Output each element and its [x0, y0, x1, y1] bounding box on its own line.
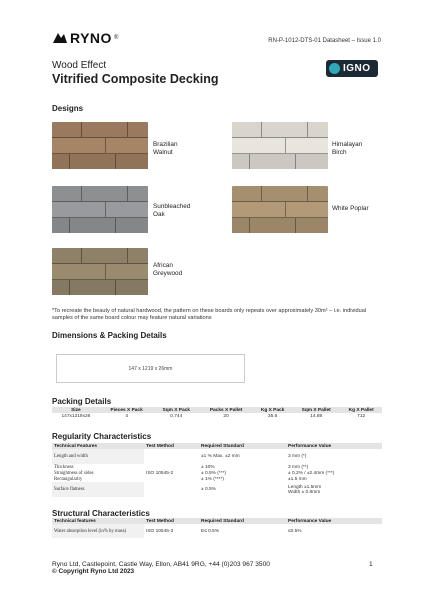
swatch-label: African Greywood: [153, 262, 183, 277]
column-header: Kg X Pallet: [340, 407, 382, 413]
decking-board: [232, 218, 328, 234]
column-header: Required Standard: [199, 518, 286, 524]
regularity-heading: Regularity Characteristics: [52, 432, 152, 441]
swatch-white-poplar: [232, 186, 328, 234]
column-header: Pieces X Pack: [100, 407, 154, 413]
brand-registered-mark: ®: [113, 35, 119, 41]
pattern-note: *To recreate the beauty of natural hardwood, the pattern on these boards only repeats over approximately 30m² – i.e. individual samples of the same board colour may feature natural variations: [52, 308, 367, 321]
decking-board: [52, 202, 148, 218]
designs-heading: Designs: [52, 104, 84, 113]
igno-badge-text: IGNO: [343, 63, 371, 74]
packing-heading: Packing Details: [52, 397, 112, 406]
column-header: Test Method: [144, 518, 199, 524]
igno-badge: [326, 60, 378, 77]
table-cell: 14.88: [310, 413, 323, 419]
column-header: Performance Value: [286, 443, 382, 449]
igno-flame-icon: [329, 63, 340, 74]
decking-board: [52, 154, 148, 170]
standard-cell: E≤ 0.5%: [201, 528, 220, 534]
regularity-table: [52, 443, 382, 497]
ryno-horn-icon: [52, 32, 68, 44]
decking-board: [52, 122, 148, 138]
decking-board: [232, 138, 328, 154]
column-header: Sqm X Pallet: [292, 407, 340, 413]
footer-address: Ryno Ltd, Castlepoint, Castle Way, Ellon, AB41 9RG, +44 (0)203 967 3500: [52, 561, 270, 568]
decking-board: [232, 202, 328, 218]
swatch-label: Sunbleached Oak: [153, 203, 191, 218]
feature-cell: Rectangularity: [54, 476, 83, 482]
table-cell: 712: [357, 413, 366, 419]
swatch-african-greywood: [52, 248, 148, 296]
method-cell: ISO 10545-2: [146, 470, 174, 476]
brand-logo: [52, 30, 118, 46]
value-cell: ± 0.2% / ±2.4mm (***): [288, 470, 335, 476]
feature-cell: Length and width: [52, 449, 144, 464]
decking-board: [52, 218, 148, 234]
page-number: 1: [369, 561, 373, 568]
table-cell: 147x1219x26: [61, 413, 91, 419]
column-header: Size: [52, 407, 100, 413]
column-header: Test Method: [144, 443, 199, 449]
table-cell: 4: [125, 413, 128, 419]
standard-cell: ± 10%: [201, 464, 215, 470]
decking-board: [52, 138, 148, 154]
standard-cell: ±1 % Max. ±2 mm: [201, 454, 240, 459]
table-cell: 35.6: [267, 413, 278, 419]
page-title: Vitrified Composite Decking: [52, 72, 219, 86]
table-cell: 20: [223, 413, 229, 419]
column-header: Technical Features: [52, 443, 144, 449]
value-cell: ±1.5 mm: [288, 476, 307, 482]
decking-board: [52, 264, 148, 280]
decking-board: [52, 280, 148, 296]
feature-cell: Straightness of sides: [54, 470, 94, 476]
swatch-sunbleached-oak: [52, 186, 148, 234]
feature-cell: Surface flatness: [52, 482, 144, 497]
method-cell: [144, 449, 199, 464]
page-subtitle: Wood Effect: [52, 60, 107, 71]
feature-cell: Thickness: [54, 464, 74, 470]
footer-copyright: © Copyright Ryno Ltd 2023: [52, 568, 135, 575]
packing-table: [52, 407, 382, 419]
structural-table: [52, 518, 382, 538]
decking-board: [232, 154, 328, 170]
swatch-himalayan-birch: [232, 122, 328, 170]
brand-name: RYNO: [70, 30, 112, 46]
document-reference: RN-P-1012-DTS-01 Datasheet – Issue 1.0: [268, 38, 381, 44]
value-cell: Length ±1.5mm Width ± 0.8mm: [288, 484, 322, 495]
swatch-label: White Poplar: [332, 205, 369, 212]
method-cell: ISO 10545-3: [146, 528, 174, 534]
decking-board: [232, 122, 328, 138]
dimensions-heading: Dimensions & Packing Details: [52, 331, 167, 340]
decking-board: [52, 186, 148, 202]
standard-cell: ± 0.5%: [201, 487, 216, 492]
board-dimension-diagram: [56, 354, 245, 383]
table-row: [52, 524, 382, 538]
column-header: Performance Value: [286, 518, 382, 524]
board-dimension-label: 147 x 1219 x 26mm: [128, 365, 173, 372]
value-cell: 3 mm (**): [288, 464, 309, 470]
decking-board: [52, 248, 148, 264]
table-cell: 0.744: [170, 413, 183, 419]
standard-cell: ± 0.5% (***): [201, 470, 227, 476]
column-header: Packs X Pallet: [199, 407, 253, 413]
method-cell: [144, 482, 199, 497]
feature-cell: Water absorption level (in% by mass): [52, 524, 144, 538]
swatch-label: Brazilian Walnut: [153, 141, 178, 156]
standard-cell: ± 1% (****): [201, 476, 224, 482]
value-cell: ≤0.5%: [288, 528, 302, 534]
column-header: Kg X Pack: [253, 407, 292, 413]
swatch-label: Himalayan Birch: [332, 141, 363, 156]
structural-heading: Structural Characteristics: [52, 509, 150, 518]
table-row: [52, 482, 382, 497]
swatch-brazilian-walnut: [52, 122, 148, 170]
column-header: Sqm X Pack: [153, 407, 199, 413]
table-row: [52, 413, 382, 419]
column-header: Required Standard: [199, 443, 286, 449]
column-header: Technical features: [52, 518, 144, 524]
table-row: [52, 449, 382, 464]
value-cell: 3 mm (*): [288, 454, 307, 459]
decking-board: [232, 186, 328, 202]
